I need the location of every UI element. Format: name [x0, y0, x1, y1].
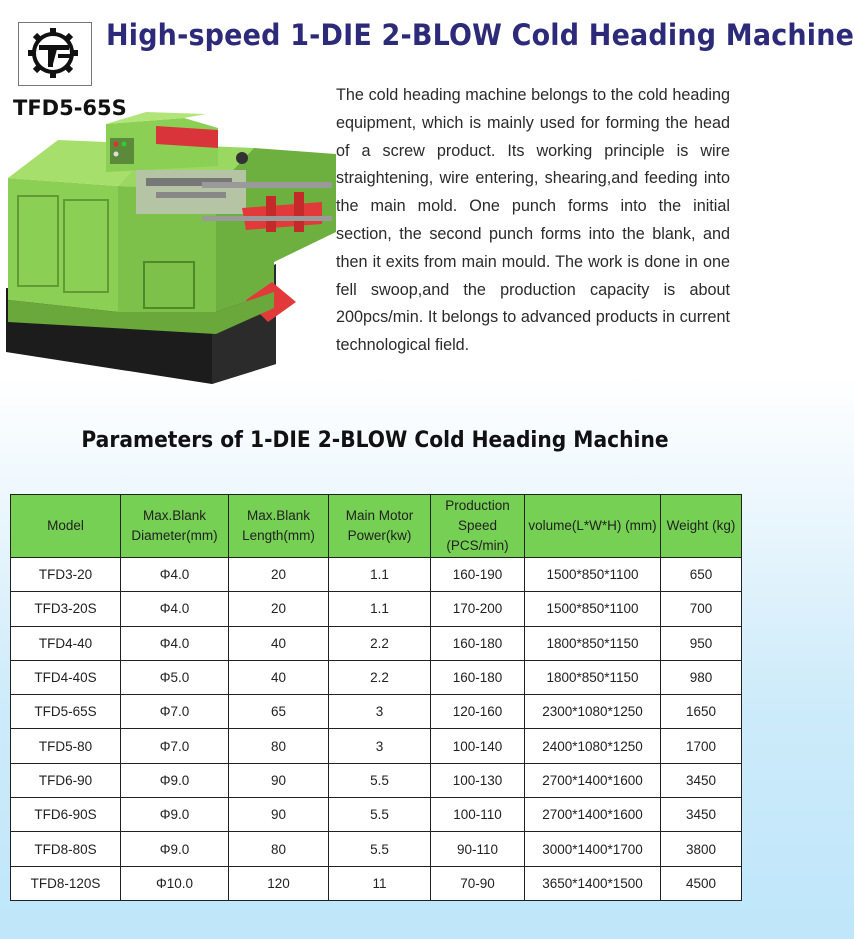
cell-length: 40	[229, 660, 329, 694]
cell-model: TFD3-20S	[11, 592, 121, 626]
cell-length: 65	[229, 695, 329, 729]
cell-power: 1.1	[329, 558, 431, 592]
column-header-volume: volume(L*W*H) (mm)	[525, 495, 661, 558]
cell-power: 2.2	[329, 626, 431, 660]
cell-diameter: Φ9.0	[121, 763, 229, 797]
cell-length: 120	[229, 866, 329, 900]
column-header-weight: Weight (kg)	[661, 495, 742, 558]
cell-length: 40	[229, 626, 329, 660]
cell-weight: 1700	[661, 729, 742, 763]
page-title: High-speed 1-DIE 2-BLOW Cold Heading Machine	[106, 18, 854, 52]
cell-diameter: Φ4.0	[121, 592, 229, 626]
model-label: TFD5-65S	[13, 96, 127, 120]
cell-speed: 100-140	[431, 729, 525, 763]
cell-length: 20	[229, 558, 329, 592]
parameters-title: Parameters of 1-DIE 2-BLOW Cold Heading Machine	[81, 428, 669, 453]
machine-illustration	[6, 112, 336, 384]
column-header-blank-length: Max.Blank Length(mm)	[229, 495, 329, 558]
table-row	[11, 832, 742, 866]
cell-model: TFD6-90	[11, 763, 121, 797]
cell-volume: 2700*1400*1600	[525, 798, 661, 832]
cell-speed: 160-190	[431, 558, 525, 592]
cell-speed: 100-110	[431, 798, 525, 832]
cell-speed: 90-110	[431, 832, 525, 866]
table-row	[11, 695, 742, 729]
cell-diameter: Φ4.0	[121, 558, 229, 592]
cell-model: TFD3-20	[11, 558, 121, 592]
cell-model: TFD5-80	[11, 729, 121, 763]
cell-diameter: Φ4.0	[121, 626, 229, 660]
product-description: The cold heading machine belongs to the cold heading equipment, which is mainly used for forming the head of a screw product. Its working principle is wire straightening, wire entering, shearing,and feeding into the main mold. One punch forms into the initial section, the second punch forms into the blank, and then it exits from main mould. The work is done in one fell swoop,and the production capacity is about 200pcs/min. It belongs to advanced products in current technological field.	[336, 86, 730, 355]
cell-power: 5.5	[329, 832, 431, 866]
cell-volume: 2400*1080*1250	[525, 729, 661, 763]
cell-volume: 2300*1080*1250	[525, 695, 661, 729]
cell-diameter: Φ5.0	[121, 660, 229, 694]
cell-length: 80	[229, 729, 329, 763]
column-header-model: Model	[11, 495, 121, 558]
table-row	[11, 626, 742, 660]
table-row	[11, 798, 742, 832]
cell-power: 3	[329, 729, 431, 763]
parameters-table	[10, 494, 742, 901]
cell-weight: 650	[661, 558, 742, 592]
cell-model: TFD5-65S	[11, 695, 121, 729]
cell-diameter: Φ7.0	[121, 695, 229, 729]
cell-volume: 1800*850*1150	[525, 660, 661, 694]
cell-diameter: Φ10.0	[121, 866, 229, 900]
column-header-blank-diameter: Max.Blank Diameter(mm)	[121, 495, 229, 558]
cell-speed: 170-200	[431, 592, 525, 626]
cell-weight: 4500	[661, 866, 742, 900]
cell-power: 2.2	[329, 660, 431, 694]
column-header-production-speed: Production Speed (PCS/min)	[431, 495, 525, 558]
table-row	[11, 558, 742, 592]
cell-weight: 700	[661, 592, 742, 626]
cell-weight: 980	[661, 660, 742, 694]
cell-speed: 160-180	[431, 626, 525, 660]
table-row	[11, 660, 742, 694]
cell-diameter: Φ7.0	[121, 729, 229, 763]
cell-diameter: Φ9.0	[121, 832, 229, 866]
cell-diameter: Φ9.0	[121, 798, 229, 832]
table-row	[11, 592, 742, 626]
table-row	[11, 729, 742, 763]
cell-volume: 3000*1400*1700	[525, 832, 661, 866]
cell-volume: 3650*1400*1500	[525, 866, 661, 900]
cell-power: 3	[329, 695, 431, 729]
table-row	[11, 866, 742, 900]
cell-model: TFD8-120S	[11, 866, 121, 900]
cell-weight: 3450	[661, 763, 742, 797]
cell-speed: 100-130	[431, 763, 525, 797]
cell-length: 20	[229, 592, 329, 626]
cell-speed: 70-90	[431, 866, 525, 900]
cell-power: 5.5	[329, 763, 431, 797]
cell-length: 80	[229, 832, 329, 866]
cell-volume: 2700*1400*1600	[525, 763, 661, 797]
table-row	[11, 763, 742, 797]
cell-volume: 1500*850*1100	[525, 592, 661, 626]
table-header-row	[11, 495, 742, 558]
cell-power: 11	[329, 866, 431, 900]
cell-length: 90	[229, 798, 329, 832]
cell-power: 1.1	[329, 592, 431, 626]
cell-model: TFD4-40	[11, 626, 121, 660]
cell-speed: 160-180	[431, 660, 525, 694]
cell-speed: 120-160	[431, 695, 525, 729]
cell-length: 90	[229, 763, 329, 797]
company-logo	[18, 22, 92, 86]
cell-model: TFD8-80S	[11, 832, 121, 866]
cell-weight: 3800	[661, 832, 742, 866]
cell-model: TFD4-40S	[11, 660, 121, 694]
cell-volume: 1500*850*1100	[525, 558, 661, 592]
cell-weight: 3450	[661, 798, 742, 832]
cell-model: TFD6-90S	[11, 798, 121, 832]
gear-logo-icon	[19, 23, 91, 85]
cell-volume: 1800*850*1150	[525, 626, 661, 660]
column-header-motor-power: Main Motor Power(kw)	[329, 495, 431, 558]
cell-weight: 950	[661, 626, 742, 660]
cell-weight: 1650	[661, 695, 742, 729]
cell-power: 5.5	[329, 798, 431, 832]
